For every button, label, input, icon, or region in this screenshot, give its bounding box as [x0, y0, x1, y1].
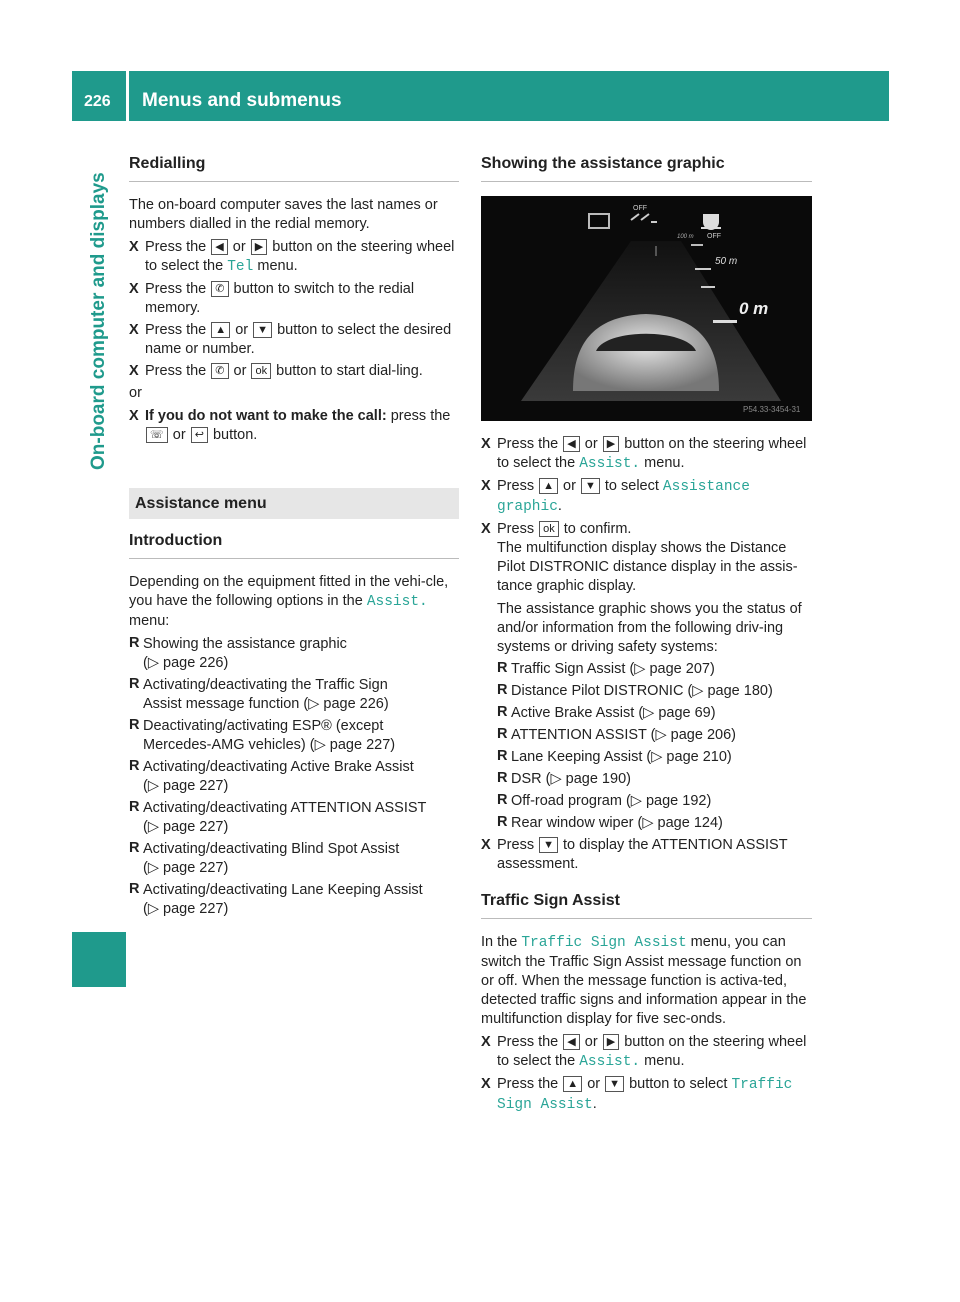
- up-arrow-key-icon: ▲: [563, 1076, 582, 1092]
- step-3: X Press the ▲ or ▼ button to select the desired name or number.: [129, 322, 452, 357]
- intro-text: Depending on the equipment fitted in the vehi-cle, you have the following options in the Assist. menu:: [129, 574, 449, 629]
- hang-up-icon: ☏: [146, 427, 168, 443]
- left-arrow-key-icon: ◀: [211, 239, 227, 255]
- step-1: X Press the ◀ or ▶ button on the steering wheel to select the Tel menu.: [129, 239, 455, 275]
- right-column: [481, 154, 812, 1118]
- phone-icon: ✆: [211, 281, 228, 297]
- traffic-sign-assist-heading: Traffic Sign Assist: [481, 891, 812, 919]
- step-2: X Press ▲ or ▼ to select Assistance graphic.: [481, 478, 750, 515]
- back-icon: ↩: [191, 427, 208, 443]
- left-arrow-key-icon: ◀: [563, 436, 579, 452]
- list-item: R Activating/deactivating Blind Spot Assist (▷ page 227): [129, 840, 400, 876]
- list-item: R ATTENTION ASSIST (▷ page 206): [497, 726, 736, 743]
- ok-key-icon: ok: [251, 363, 271, 379]
- list-item: R Distance Pilot DISTRONIC (▷ page 180): [497, 682, 773, 699]
- list-item: R Activating/deactivating ATTENTION ASSIST (▷ page 227): [129, 799, 427, 835]
- tsa-text: In the Traffic Sign Assist menu, you can switch the Traffic Sign Assist message function on or off. When the message function is activa-ted, detected traffic signs and information appear in the multifunction display for five sec-onds.: [481, 934, 807, 1027]
- down-arrow-key-icon: ▼: [253, 322, 272, 338]
- graphic-heading: Showing the assistance graphic: [481, 154, 812, 182]
- side-tab-text: On-board computer and displays: [88, 172, 109, 470]
- distance-0m: 0 m: [739, 299, 769, 318]
- up-arrow-key-icon: ▲: [539, 478, 558, 494]
- up-arrow-key-icon: ▲: [211, 322, 230, 338]
- list-item: R Off-road program (▷ page 192): [497, 792, 712, 809]
- list-item: R Active Brake Assist (▷ page 69): [497, 704, 716, 721]
- distance-100m: 100 m: [677, 234, 694, 240]
- left-column: [129, 154, 459, 922]
- assistance-graphic-image: [481, 196, 812, 421]
- left-arrow-key-icon: ◀: [563, 1034, 579, 1050]
- marker-50m: [695, 268, 711, 270]
- side-tab-marker: [72, 932, 126, 987]
- right-arrow-key-icon: ▶: [251, 239, 267, 255]
- or-text: or: [129, 385, 142, 401]
- step-4: X Press the ✆ or ok button to start dial-ling.: [129, 363, 423, 379]
- list-item: R Activating/deactivating Lane Keeping Assist (▷ page 227): [129, 881, 423, 917]
- figure-code: P54.33-3454-31: [743, 405, 801, 414]
- list-item: R Deactivating/activating ESP® (except Mercedes-AMG vehicles) (▷ page 227): [129, 717, 396, 753]
- step-3: X Press ok to confirm. The multifunction display shows the Distance Pilot DISTRONIC distance display in the assis-tance graphic display. The assistance graphic shows you the status of and/or information from the following driv-ing systems or driving safety systems: R Traffic Sign Assist (▷ page 207) R Distance Pilot DISTRONIC (▷ page 180) R Active Brake Assist (▷ page 69) R ATTENTION ASSIST (▷ page 206) R Lane Keeping Assist (▷ page 210) R DSR (▷ page 190) R Off-road program (▷ page 192) R Rear window wiper (▷ page 124): [481, 520, 812, 833]
- list-item: R Lane Keeping Assist (▷ page 210): [497, 748, 732, 765]
- list-item: R Rear window wiper (▷ page 124): [497, 814, 723, 831]
- list-item: R Showing the assistance graphic (▷ page 226): [129, 635, 347, 671]
- redial-intro: The on-board computer saves the last names or numbers dialled in the redial memory.: [129, 197, 438, 232]
- assistance-menu-heading: Assistance menu: [129, 488, 459, 519]
- step-1: X Press the ◀ or ▶ button on the steering wheel to select the Assist. menu.: [481, 1034, 807, 1070]
- step-4: X Press ▼ to display the ATTENTION ASSIST assessment.: [481, 837, 788, 872]
- down-arrow-key-icon: ▼: [581, 478, 600, 494]
- menu-tel: Tel: [227, 259, 254, 275]
- list-item: R Traffic Sign Assist (▷ page 207): [497, 660, 715, 677]
- step-2: X Press the ▲ or ▼ button to select Traffic Sign Assist.: [481, 1076, 793, 1113]
- step-2: X Press the ✆ button to switch to the redial memory.: [129, 281, 415, 316]
- off-label-2: OFF: [707, 233, 721, 240]
- marker-100m: [691, 244, 703, 246]
- header-divider: [126, 71, 129, 121]
- right-arrow-key-icon: ▶: [603, 436, 619, 452]
- marker-0m: [713, 320, 737, 323]
- page-header: [72, 71, 889, 121]
- list-item: R Activating/deactivating the Traffic Sign Assist message function (▷ page 226): [129, 676, 389, 712]
- distance-50m: 50 m: [715, 256, 738, 267]
- introduction-heading: Introduction: [129, 531, 459, 559]
- assistance-graphic-svg: [481, 196, 812, 421]
- ok-key-icon: ok: [539, 521, 559, 537]
- redialling-heading: Redialling: [129, 154, 459, 182]
- right-arrow-key-icon: ▶: [603, 1034, 619, 1050]
- phone-icon: ✆: [211, 363, 228, 379]
- list-item: R DSR (▷ page 190): [497, 770, 631, 787]
- step-5: X If you do not want to make the call: press the ☏ or ↩ button.: [129, 408, 451, 443]
- step-1: X Press the ◀ or ▶ button on the steering wheel to select the Assist. menu.: [481, 436, 807, 472]
- chapter-title: Menus and submenus: [142, 90, 342, 111]
- down-arrow-key-icon: ▼: [605, 1076, 624, 1092]
- list-item: R Activating/deactivating Active Brake Assist (▷ page 227): [129, 758, 414, 794]
- down-arrow-key-icon: ▼: [539, 837, 558, 853]
- off-label-1: OFF: [633, 205, 647, 212]
- page-number: 226: [84, 93, 111, 110]
